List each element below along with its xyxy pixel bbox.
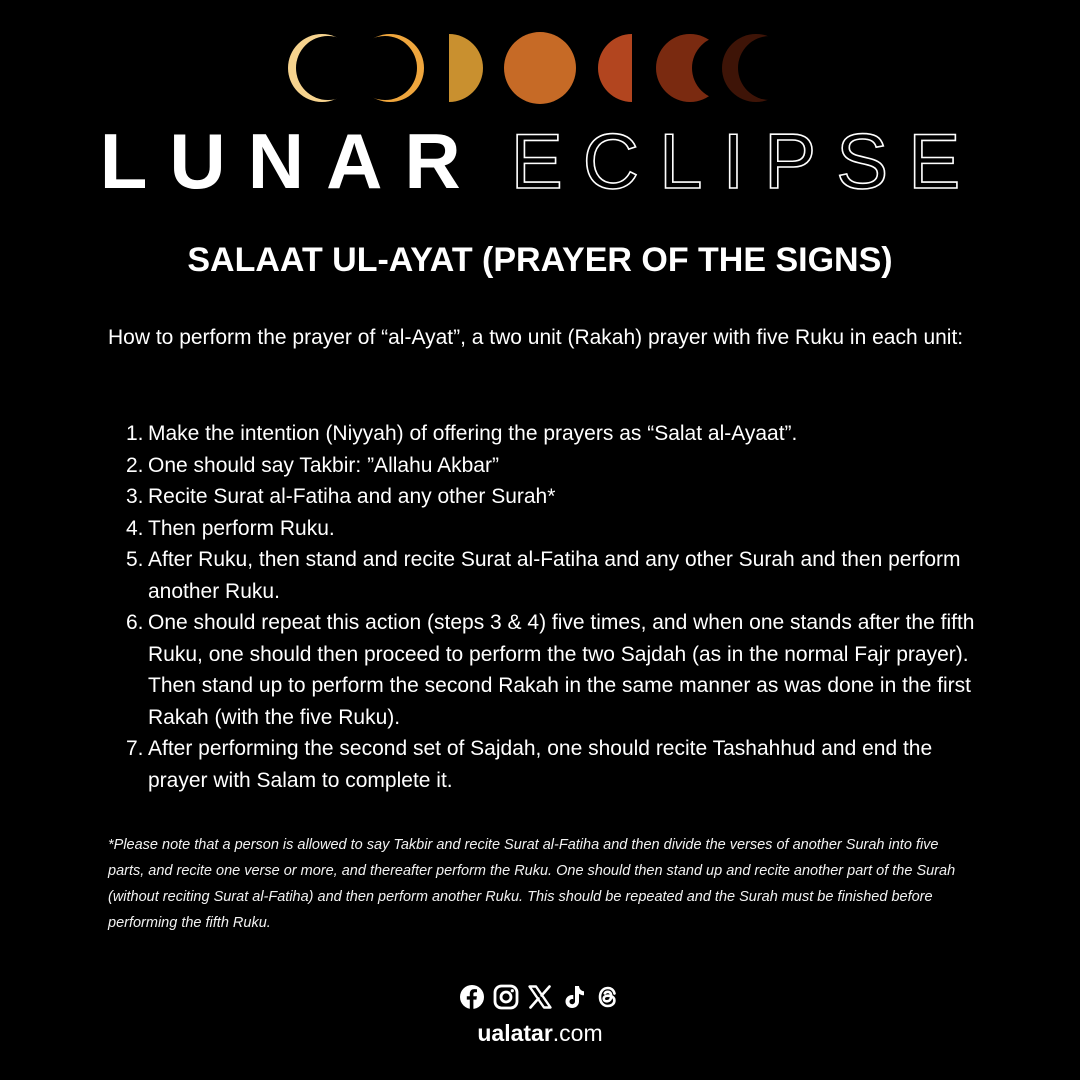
list-item	[108, 481, 978, 513]
step-number: 2.	[126, 453, 144, 477]
moon-phase-2	[356, 34, 424, 102]
step-text: One should repeat this action (steps 3 & 4) five times, and when one stands after the fifth Ruku, one should then proceed to perform the two Sajdah (as in the normal Fajr prayer). Then stand up to perform the second Rakah in the same manner as was done in the first Rakah (with the five Ruku).	[148, 611, 975, 729]
moon-phases-icon	[0, 0, 1080, 120]
list-item	[108, 418, 978, 450]
website-link[interactable]	[0, 1020, 1080, 1047]
step-number: 4.	[126, 516, 144, 540]
step-text: Make the intention (Niyyah) of offering the prayers as “Salat al-Ayaat”.	[148, 422, 798, 445]
title-light: ECLIPSE	[510, 117, 981, 205]
moon-phase-7	[722, 34, 790, 102]
list-item	[108, 544, 978, 607]
x-icon[interactable]	[527, 984, 553, 1010]
facebook-icon[interactable]	[459, 984, 485, 1010]
site-name: ualatar	[477, 1020, 553, 1046]
step-text: Recite Surat al-Fatiha and any other Surah*	[148, 485, 556, 508]
step-number: 3.	[126, 485, 144, 508]
moon-phase-3	[415, 34, 483, 102]
subtitle: SALAAT UL-AYAT (PRAYER OF THE SIGNS)	[187, 241, 893, 279]
step-text: Then perform Ruku.	[148, 516, 335, 540]
threads-icon[interactable]	[595, 984, 621, 1010]
page-title	[0, 117, 1080, 205]
intro-text: How to perform the prayer of “al-Ayat”, a two unit (Rakah) prayer with five Ruku in each unit:	[108, 326, 964, 349]
step-number: 5.	[126, 548, 144, 571]
site-tld: .com	[552, 1020, 603, 1046]
step-number: 7.	[126, 737, 144, 760]
list-item	[108, 513, 978, 545]
social-links	[0, 984, 1080, 1010]
footnote: *Please note that a person is allowed to say Takbir and recite Surat al-Fatiha and then divide the verses of another Surah into five parts, and recite one verse or more, and thereafter perform the Ruku. One should then stand up and recite another part of the Surah (without reciting Surat al-Fatiha) and then perform another Ruku. This should be repeated and the Surah must be finished before performing the fifth Ruku.	[108, 837, 956, 931]
instagram-icon[interactable]	[493, 984, 519, 1010]
list-item	[108, 607, 978, 733]
step-text: After performing the second set of Sajdah, one should recite Tashahhud and end the prayer with Salam to complete it.	[148, 737, 933, 792]
step-number: 1.	[126, 422, 144, 445]
steps-list	[108, 418, 978, 796]
step-number: 6.	[126, 611, 144, 634]
title-bold: LUNAR	[99, 117, 483, 205]
moon-phase-5	[598, 34, 666, 102]
moon-phase-6	[656, 34, 724, 102]
moon-phase-1	[288, 34, 356, 102]
tiktok-icon[interactable]	[561, 984, 587, 1010]
step-text: After Ruku, then stand and recite Surat al-Fatiha and any other Surah and then perform another Ruku.	[148, 548, 961, 603]
moon-phase-4	[504, 32, 576, 104]
list-item	[108, 733, 978, 796]
step-text: One should say Takbir: ”Allahu Akbar”	[148, 453, 499, 477]
list-item	[108, 450, 978, 482]
